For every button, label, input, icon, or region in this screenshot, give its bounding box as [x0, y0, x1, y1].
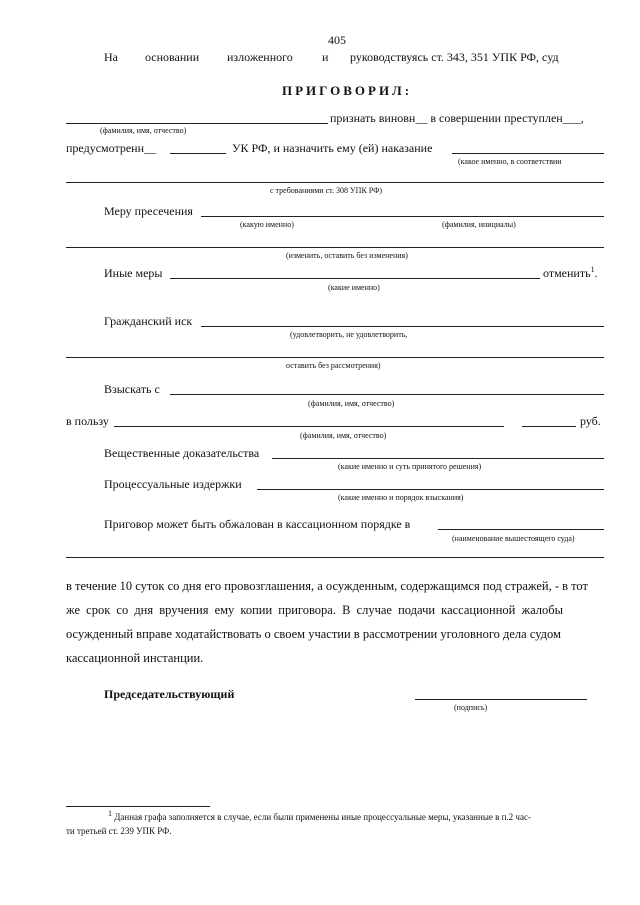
in-favor-label: в пользу	[66, 414, 109, 428]
punishment-blank-line[interactable]	[452, 153, 604, 154]
page-title: ПРИГОВОРИЛ:	[282, 83, 413, 98]
appeal-paragraph-line-2: же срок со дня вручения ему копии приговора. В случае подачи кассационной жалобы	[66, 603, 564, 617]
civil-claim-hint: (удовлетворить, не удовлетворить,	[290, 330, 408, 339]
currency-label: руб.	[580, 414, 601, 428]
costs-label: Процессуальные издержки	[104, 477, 242, 491]
intro-word-5: руководствуясь ст. 343, 351 УПК РФ, суд	[350, 50, 559, 64]
signature-blank-line[interactable]	[415, 699, 587, 700]
civil-claim-continue-line[interactable]	[66, 357, 604, 358]
appeal-label: Приговор может быть обжалован в кассационном порядке в	[104, 517, 411, 531]
other-measures-label: Иные меры	[104, 266, 163, 280]
appeal-paragraph-line-3: осужденный вправе ходатайствовать о своем участии в рассмотрении уголовного дела судом	[66, 627, 561, 641]
other-measures-suffix: отменить$^1$.	[543, 265, 598, 280]
civil-claim-hint2: оставить без рассмотрения)	[286, 361, 381, 370]
preventive-which-hint: (какую именно)	[240, 220, 294, 229]
costs-blank-line[interactable]	[257, 489, 604, 490]
evidence-hint: (какие именно и суть принятого решения)	[338, 462, 482, 471]
preventive-fio-hint: (фамилия, инициалы)	[442, 220, 516, 229]
footnote-line-1: $^1$ Данная графа заполняется в случае, если были применены иные процессуальные меры, указанные в п.2 час-	[108, 809, 531, 822]
preventive-change-line[interactable]	[66, 247, 604, 248]
in-favor-blank-line[interactable]	[114, 426, 504, 427]
signature-hint: (подпись)	[454, 703, 488, 712]
intro-word-2: основании	[145, 50, 200, 64]
evidence-label: Вещественные доказательства	[104, 446, 260, 460]
punishment-hint: (какое именно, в соответствии	[458, 157, 562, 166]
footnote-marker: 1	[108, 809, 112, 818]
court-continue-line[interactable]	[66, 557, 604, 558]
collect-label: Взыскать с	[104, 382, 160, 396]
footnote-divider	[66, 806, 210, 807]
collect-fio-hint: (фамилия, имя, отчество)	[308, 399, 395, 408]
provided-prefix: предусмотренн__	[66, 141, 157, 155]
fio-blank-line[interactable]	[66, 123, 328, 124]
preventive-blank-line[interactable]	[201, 216, 604, 217]
presiding-judge-label: Председательствующий	[104, 687, 235, 701]
civil-claim-blank-line[interactable]	[201, 326, 604, 327]
provided-text: УК РФ, и назначить ему (ей) наказание	[232, 141, 433, 155]
preventive-label: Меру пресечения	[104, 204, 193, 218]
footnote-ref: 1	[590, 265, 595, 274]
punishment-continue-line[interactable]	[66, 182, 604, 183]
court-hint: (наименование вышестоящего суда)	[452, 534, 575, 543]
evidence-blank-line[interactable]	[272, 458, 604, 459]
collect-blank-line[interactable]	[170, 394, 604, 395]
appeal-paragraph-line-4: кассационной инстанции.	[66, 651, 204, 665]
costs-hint: (какие именно и порядок взыскания)	[338, 493, 464, 502]
article-blank-line[interactable]	[170, 153, 226, 154]
in-favor-fio-hint: (фамилия, имя, отчество)	[300, 431, 387, 440]
civil-claim-label: Гражданский иск	[104, 314, 193, 328]
intro-word-1: На	[104, 50, 118, 64]
court-blank-line[interactable]	[438, 529, 604, 530]
appeal-paragraph-line-1: в течение 10 суток со дня его провозглашения, а осужденным, содержащимся под стражей, - в тот	[66, 579, 588, 593]
other-measures-hint: (какие именно)	[328, 283, 380, 292]
page-number: 405	[328, 33, 346, 47]
footnote-line-2: ти третьей ст. 239 УПК РФ.	[66, 826, 172, 836]
amount-blank-line[interactable]	[522, 426, 576, 427]
other-measures-blank-line[interactable]	[170, 278, 540, 279]
intro-word-3: изложенного	[227, 50, 293, 64]
preventive-change-hint: (изменить, оставить без изменения)	[286, 251, 408, 260]
intro-word-4: и	[322, 50, 329, 64]
requirements-hint: с требованиями ст. 308 УПК РФ)	[270, 186, 383, 195]
fio-hint: (фамилия, имя, отчество)	[100, 126, 187, 135]
guilty-text: признать виновн__ в совершении преступлен___,	[330, 111, 584, 125]
